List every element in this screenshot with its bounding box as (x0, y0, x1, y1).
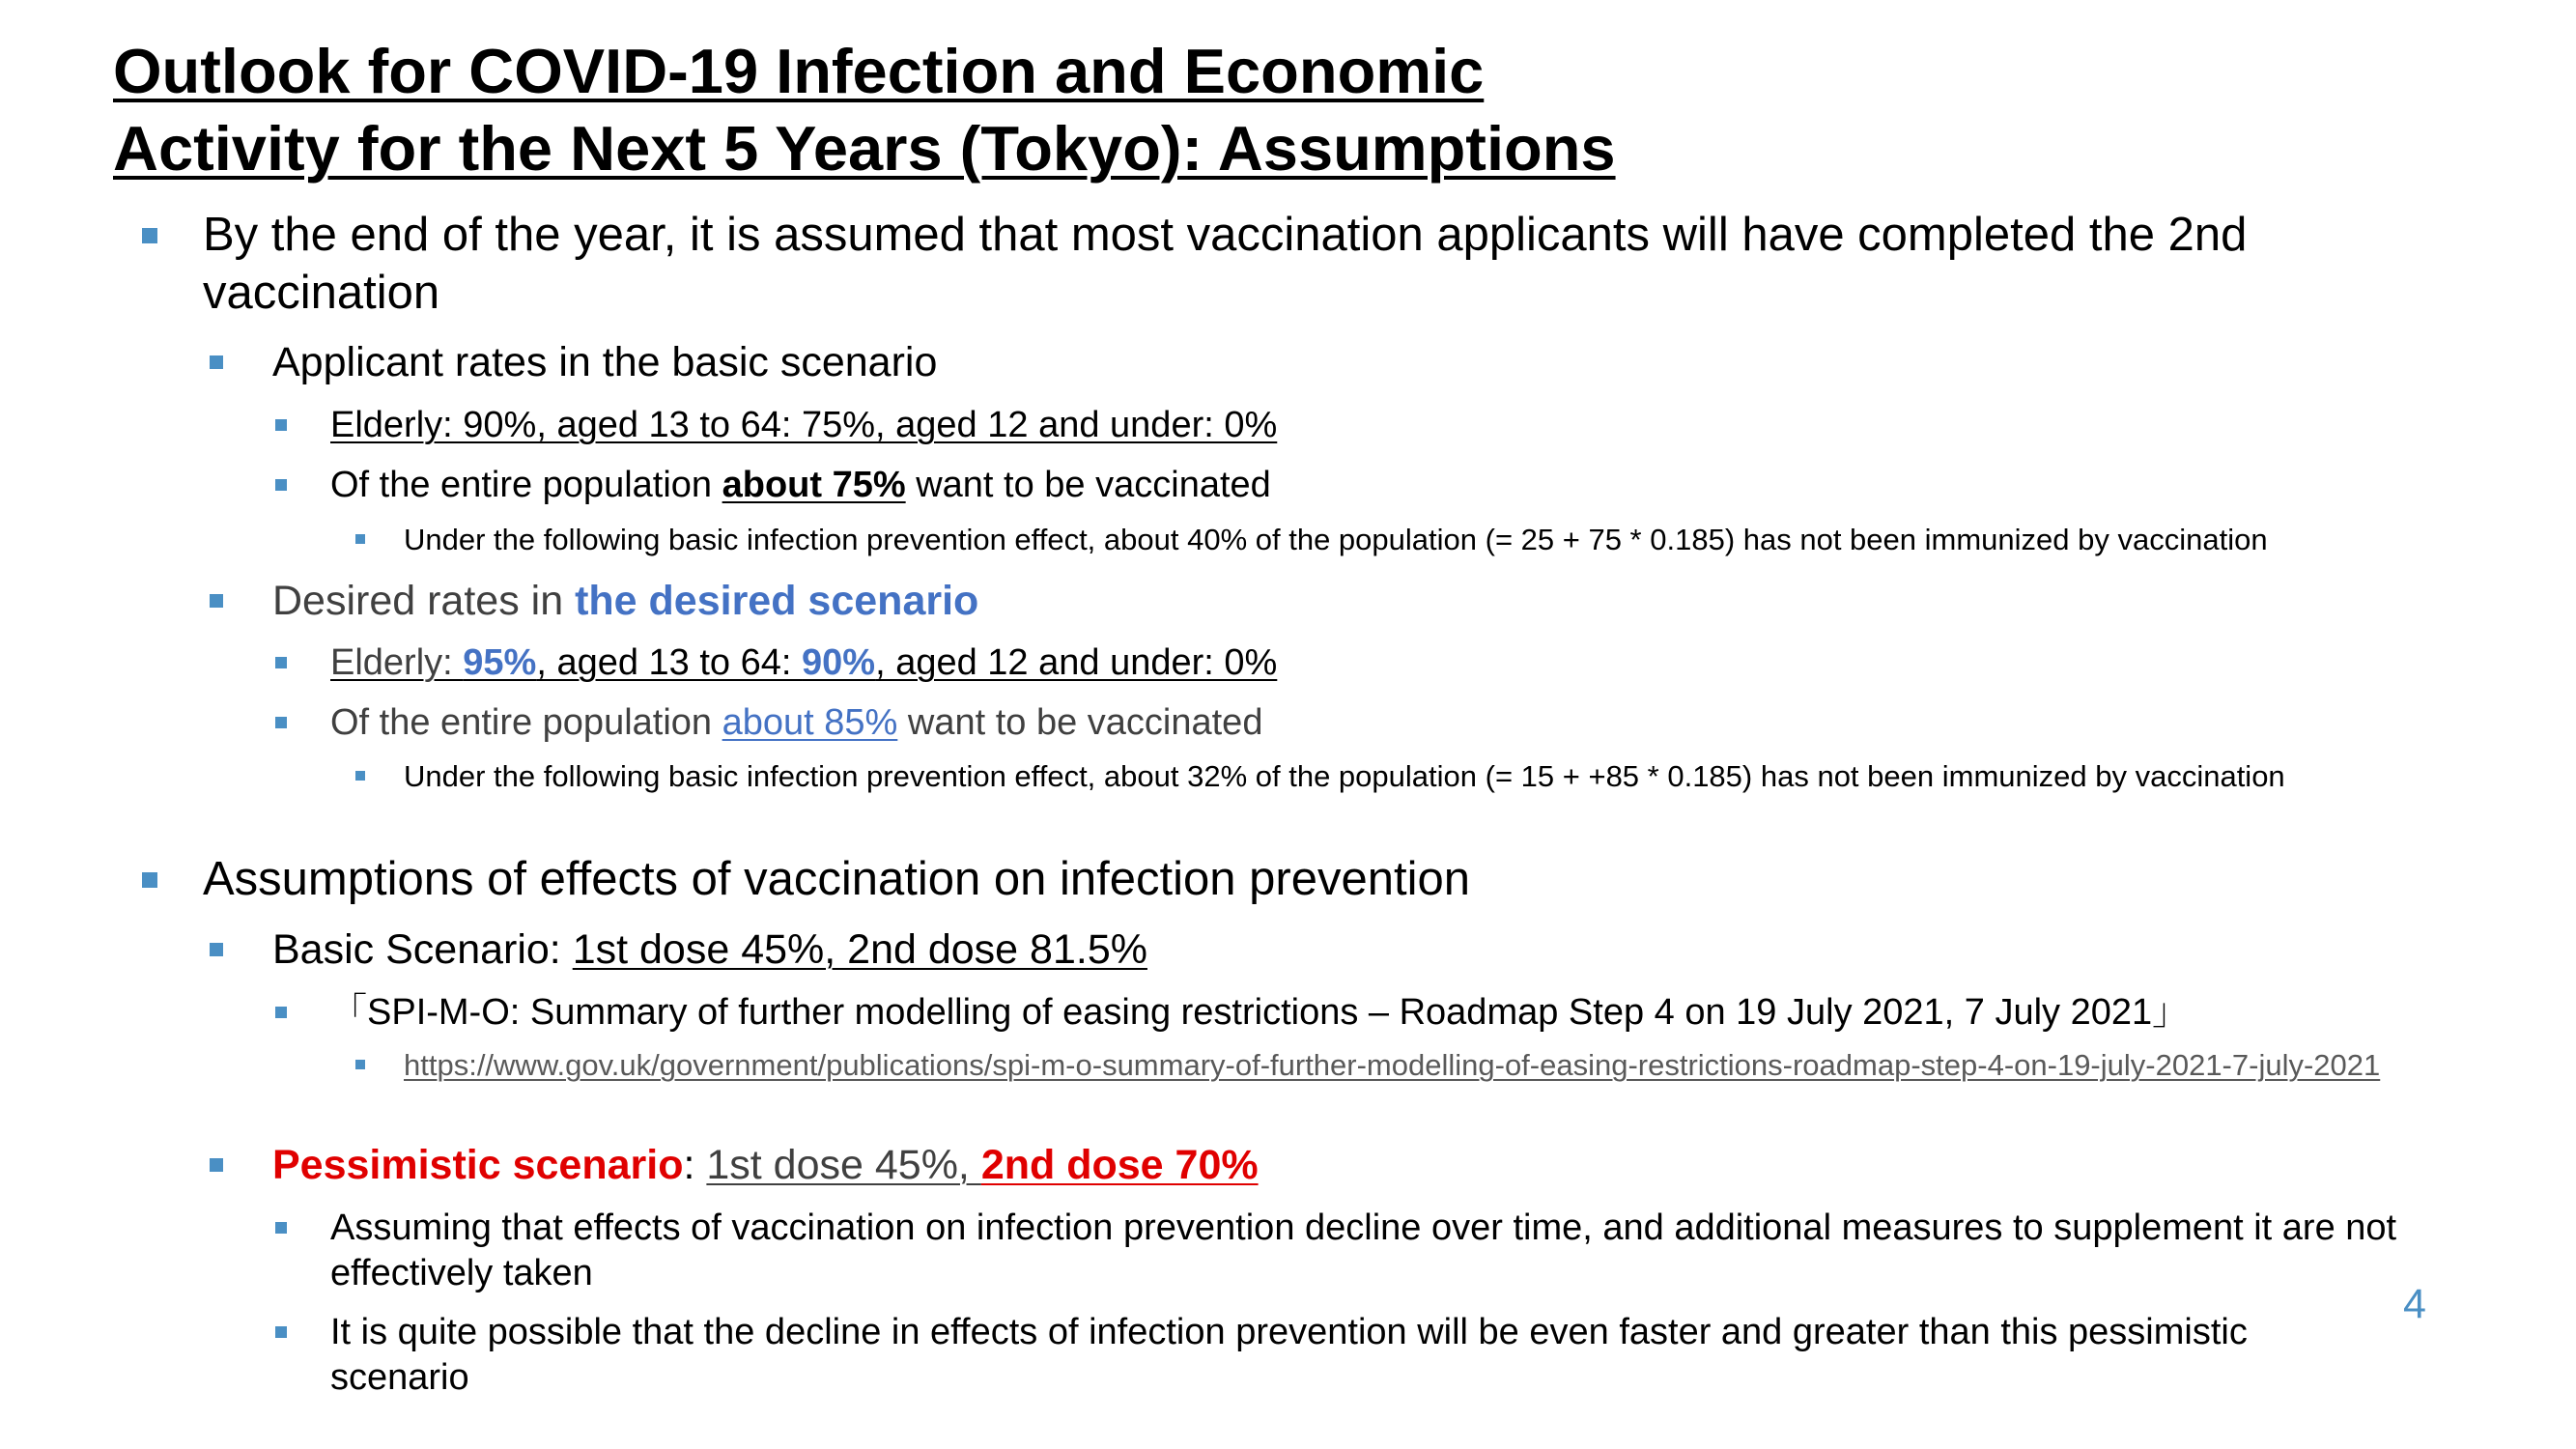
desired-note: Under the following basic infection prevention effect, about 32% of the population (= 15 + +85 * 0.185) has not been immunized by vaccination (404, 759, 2285, 793)
basic-scenario-url-container (404, 1046, 2442, 1085)
pessimistic-scenario-label: Pessimistic scenario (272, 1142, 684, 1188)
square-bullet-icon (355, 534, 365, 544)
basic-population-prefix: Of the entire population (330, 465, 722, 505)
square-bullet-icon (275, 419, 287, 431)
basic-population-highlight: about 75% (722, 465, 906, 505)
desired-rates-part3: , aged 12 and under: 0% (875, 642, 1278, 683)
square-bullet-icon (142, 872, 157, 888)
pessimistic-note-1: Assuming that effects of vaccination on infection prevention decline over time, and additional measures to supplement it are not effectively taken (330, 1208, 2397, 1293)
desired-heading-prefix: Desired rates in (272, 578, 576, 624)
pessimistic-dose2: 2nd dose 70% (980, 1142, 1259, 1188)
desired-rates-part1: Elderly: (330, 642, 464, 683)
desired-heading-highlight: the desired scenario (575, 578, 979, 624)
desired-population (330, 700, 1262, 746)
desired-rates-adult-value: 90% (802, 642, 876, 683)
square-bullet-icon (210, 943, 223, 956)
vaccination-heading: By the end of the year, it is assumed that most vaccination applicants will have completed the 2nd vaccination (203, 209, 2248, 319)
desired-rates-part2: , aged 13 to 64: (536, 642, 803, 683)
desired-population-prefix: Of the entire population (330, 702, 722, 743)
slide-title (113, 33, 1616, 187)
title-line-1: Outlook for COVID-19 Infection and Economic (113, 36, 1485, 106)
basic-scenario-doses: 1st dose 45%, 2nd dose 81.5% (572, 926, 1147, 973)
pessimistic-note-2: It is quite possible that the decline in effects of infection prevention will be even faster and greater than this pessimistic scenario (330, 1312, 2248, 1398)
pessimistic-scenario-colon: : (683, 1142, 707, 1188)
pessimistic-scenario-line (272, 1139, 1259, 1191)
desired-rates (330, 640, 1277, 686)
pessimistic-dose1: 1st dose 45%, (706, 1142, 981, 1188)
desired-rates-elderly-value: 95% (463, 642, 537, 683)
effects-heading: Assumptions of effects of vaccination on infection prevention (203, 853, 1470, 905)
square-bullet-icon (275, 717, 287, 728)
desired-population-highlight: about 85% (722, 702, 898, 743)
basic-scenario-label: Basic Scenario: (272, 926, 573, 973)
square-bullet-icon (355, 771, 365, 781)
square-bullet-icon (210, 355, 223, 369)
square-bullet-icon (210, 1158, 223, 1172)
basic-scenario-source: 「SPI-M-O: Summary of further modelling of easing restrictions – Roadmap Step 4 on 19 July 2021, 7 July 2021」 (330, 992, 2190, 1033)
basic-rates: Elderly: 90%, aged 13 to 64: 75%, aged 12 and under: 0% (330, 405, 1278, 445)
square-bullet-icon (275, 1007, 287, 1018)
square-bullet-icon (275, 1326, 287, 1338)
basic-scenario-line (272, 923, 1147, 976)
basic-population-suffix: want to be vaccinated (905, 465, 1271, 505)
square-bullet-icon (142, 228, 157, 243)
square-bullet-icon (275, 657, 287, 668)
basic-population (330, 463, 1271, 508)
basic-applicant-heading: Applicant rates in the basic scenario (272, 339, 938, 385)
square-bullet-icon (355, 1060, 365, 1069)
desired-heading (272, 575, 978, 627)
title-line-2: Activity for the Next 5 Years (Tokyo): Assumptions (113, 113, 1616, 184)
square-bullet-icon (210, 594, 223, 608)
square-bullet-icon (275, 479, 287, 491)
page-number: 4 (2403, 1281, 2426, 1327)
desired-population-suffix: want to be vaccinated (897, 702, 1263, 743)
basic-scenario-url-link[interactable]: https://www.gov.uk/government/publications/spi-m-o-summary-of-further-modelling-of-easing-restrictions-roadmap-step-4-on-19-july-2021-7-july-2021 (404, 1048, 2381, 1082)
basic-note: Under the following basic infection prevention effect, about 40% of the population (= 25 + 75 * 0.185) has not been immunized by vaccination (404, 523, 2268, 556)
square-bullet-icon (275, 1222, 287, 1234)
